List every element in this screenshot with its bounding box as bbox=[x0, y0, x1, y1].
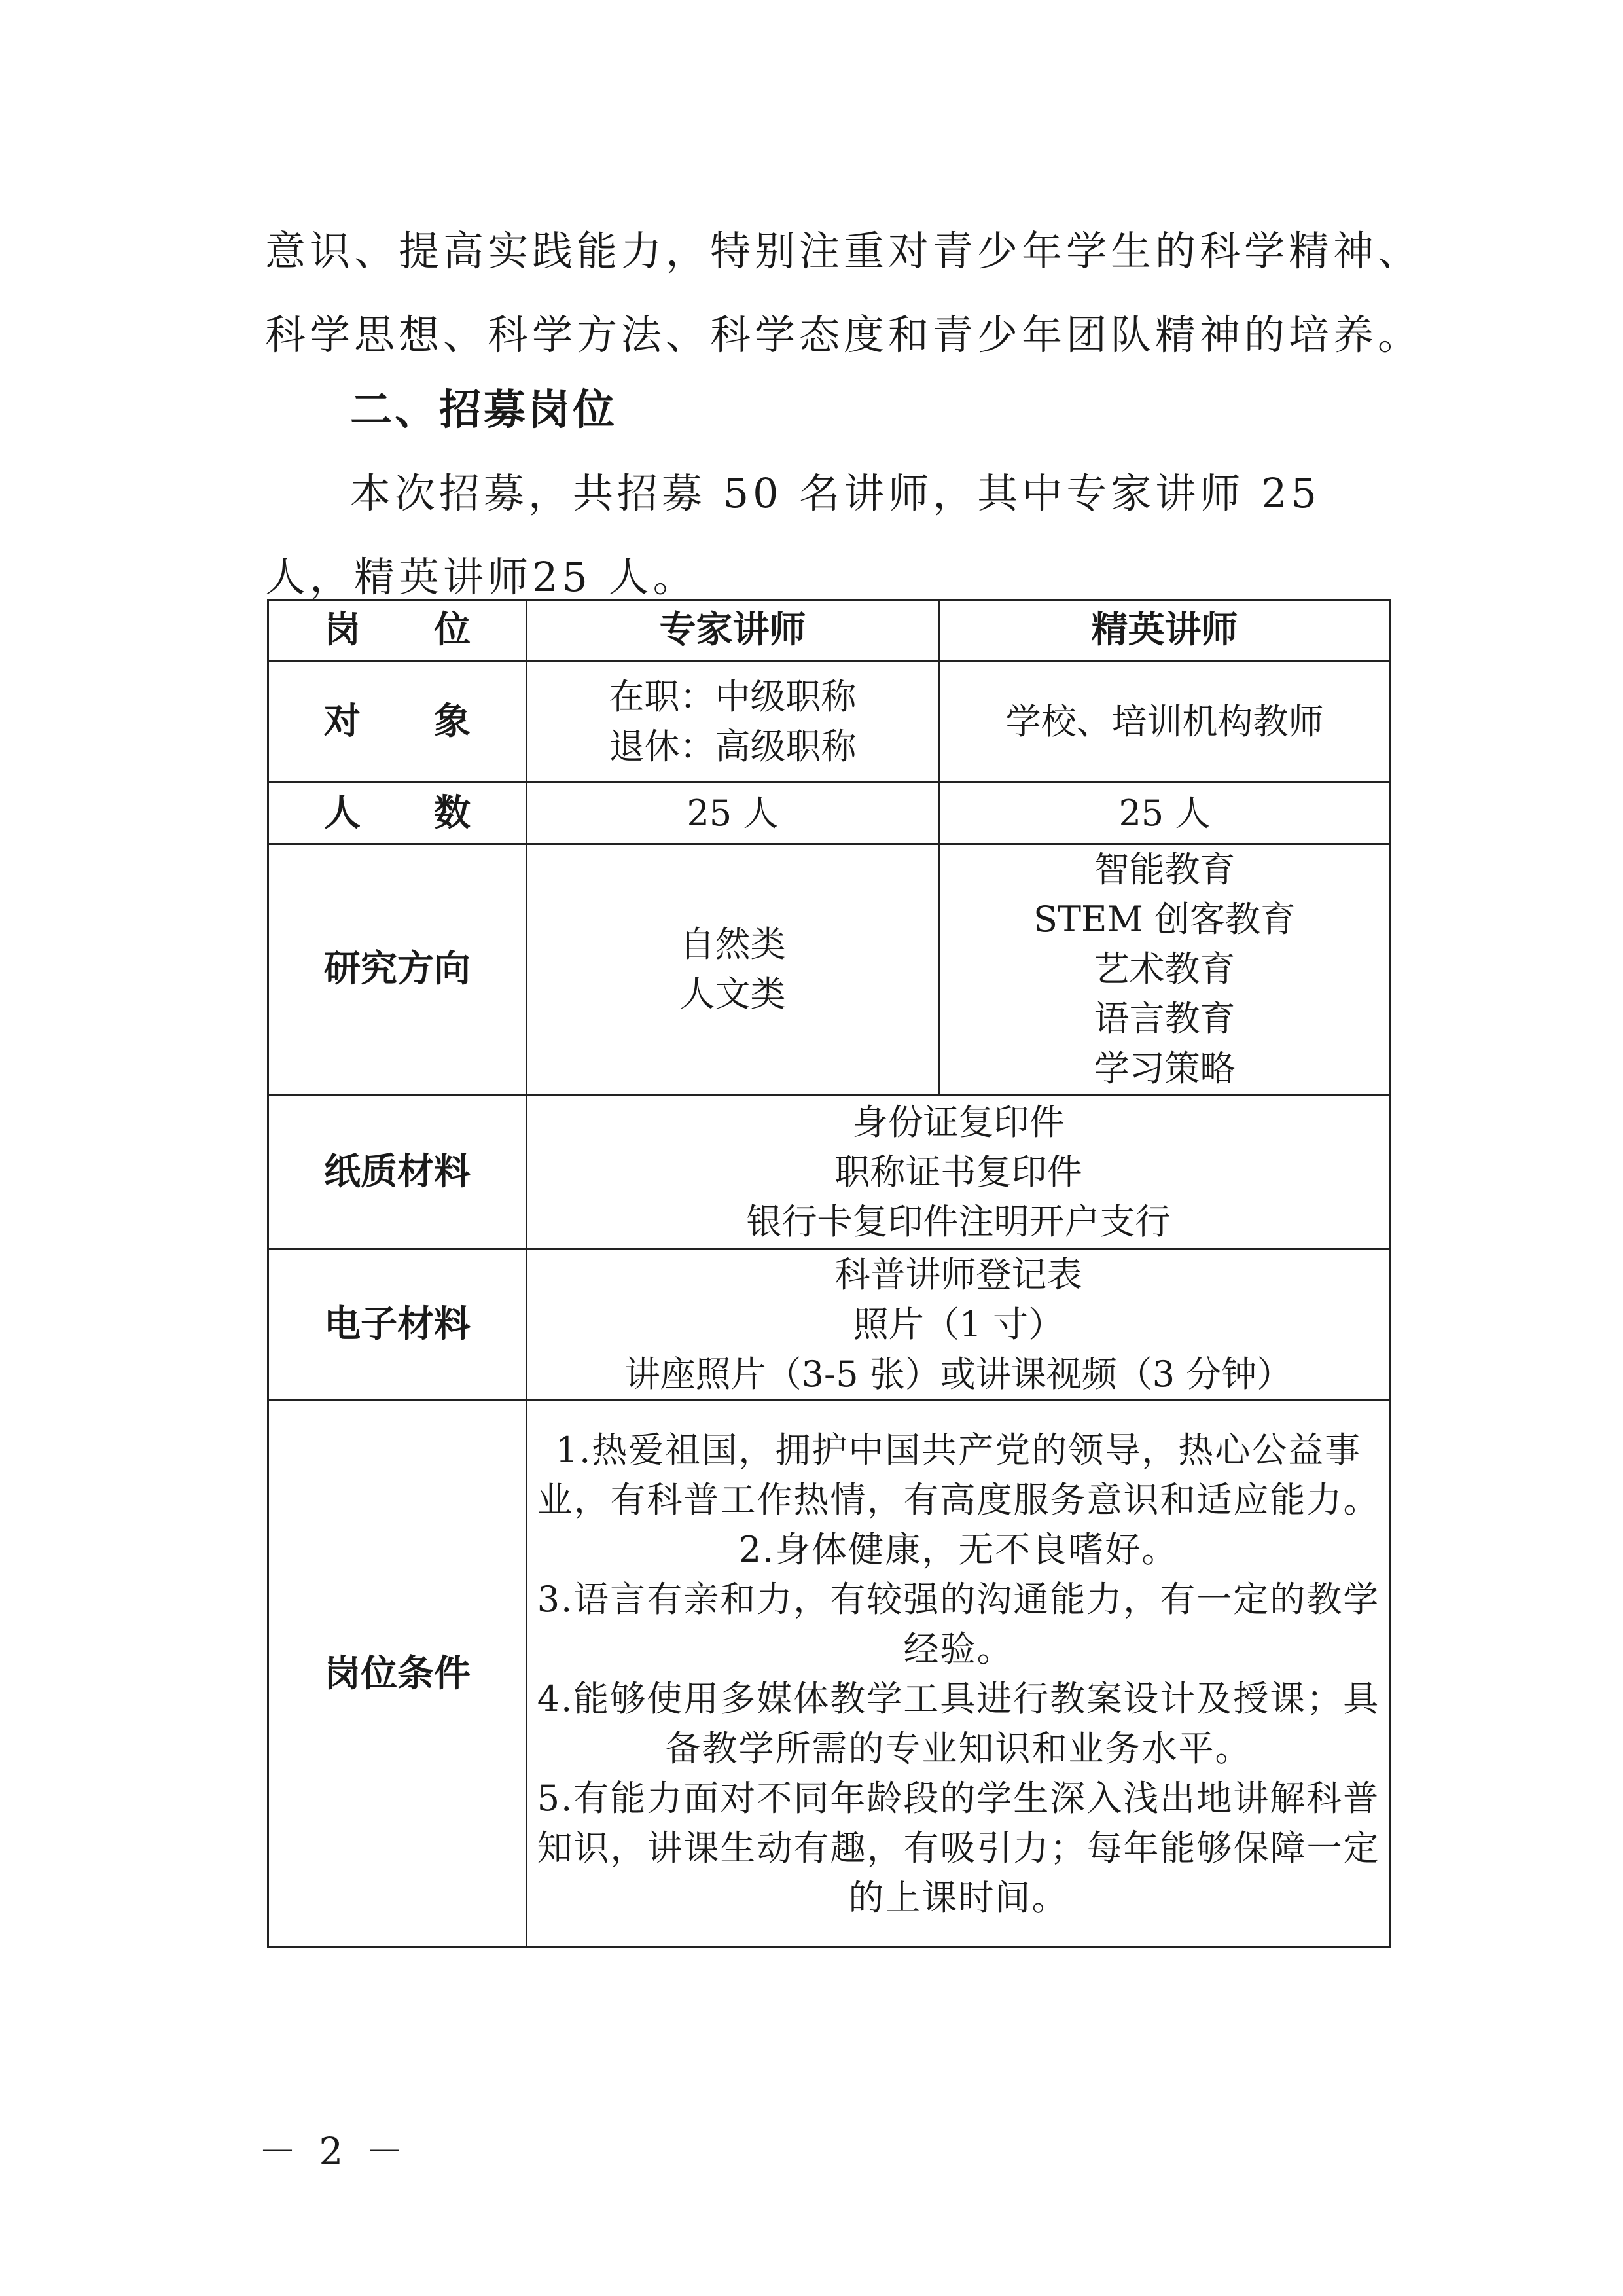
summary-paragraph: 本次招募，共招募 50 名讲师，其中专家讲师 25 人，精英讲师25 人。 bbox=[265, 469, 1321, 601]
table-row-research bbox=[268, 844, 1391, 1095]
research-expert-line: 自然类 bbox=[679, 924, 786, 965]
electronic-materials-list bbox=[527, 1249, 1391, 1401]
electronic-material-item: 讲座照片（3-5 张）或讲课视频（3 分钟） bbox=[624, 1354, 1293, 1395]
target-expert-line: 在职：中级职称 bbox=[609, 675, 857, 717]
research-elite-line: 智能教育 bbox=[1094, 849, 1236, 890]
research-elite-line: 学习策略 bbox=[1094, 1048, 1236, 1089]
table-row-header bbox=[268, 600, 1391, 661]
conditions-list bbox=[527, 1401, 1391, 1948]
table-row-paper-materials bbox=[268, 1095, 1391, 1249]
table-row-target bbox=[268, 661, 1391, 783]
paper-materials-list bbox=[527, 1095, 1391, 1249]
paper-material-item: 身份证复印件 bbox=[852, 1101, 1065, 1143]
condition-item: 3.语言有亲和力，有较强的沟通能力，有一定的教学经验。 bbox=[537, 1578, 1380, 1670]
count-elite: 25 人 bbox=[939, 783, 1391, 844]
row-label-count: 人 数 bbox=[268, 783, 527, 844]
research-elite-line: STEM 创客教育 bbox=[1033, 899, 1296, 940]
table-row-count bbox=[268, 783, 1391, 844]
row-label-target: 对 象 bbox=[268, 661, 527, 783]
condition-item: 2.身体健康，无不良嗜好。 bbox=[738, 1528, 1179, 1570]
page-number: － 2 － bbox=[259, 2129, 409, 2174]
research-expert-line: 人文类 bbox=[679, 973, 786, 1014]
research-elite bbox=[939, 844, 1391, 1095]
target-expert-line: 退休：高级职称 bbox=[609, 725, 857, 767]
row-label-conditions: 岗位条件 bbox=[268, 1401, 527, 1948]
paper-material-item: 银行卡复印件注明开户支行 bbox=[746, 1200, 1171, 1242]
condition-item: 5.有能力面对不同年龄段的学生深入浅出地讲解科普知识，讲课生动有趣，有吸引力；每年能够保障一定的上课时间。 bbox=[537, 1777, 1380, 1918]
row-label-electronic-materials: 电子材料 bbox=[268, 1249, 527, 1401]
intro-paragraph: 意识、提高实践能力，特别注重对青少年学生的科学精神、科学思想、科学方法、科学态度和青少年团队精神的培养。 bbox=[265, 227, 1423, 359]
electronic-material-item: 科普讲师登记表 bbox=[834, 1254, 1082, 1295]
header-elite-lecturer: 精英讲师 bbox=[939, 600, 1391, 661]
electronic-material-item: 照片（1 寸） bbox=[853, 1304, 1064, 1345]
research-expert bbox=[527, 844, 939, 1095]
row-label-paper-materials: 纸质材料 bbox=[268, 1095, 527, 1249]
count-expert: 25 人 bbox=[527, 783, 939, 844]
paper-material-item: 职称证书复印件 bbox=[834, 1151, 1082, 1193]
research-elite-line: 语言教育 bbox=[1094, 998, 1236, 1039]
table-row-conditions bbox=[268, 1401, 1391, 1948]
section-heading: 二、招募岗位 bbox=[350, 386, 617, 435]
header-expert-lecturer: 专家讲师 bbox=[527, 600, 939, 661]
research-elite-line: 艺术教育 bbox=[1094, 948, 1236, 990]
condition-item: 1.热爱祖国，拥护中国共产党的领导，热心公益事业，有科普工作热情，有高度服务意识和适应能力。 bbox=[537, 1429, 1380, 1520]
row-label-position: 岗 位 bbox=[268, 600, 527, 661]
recruitment-table bbox=[267, 599, 1391, 1948]
target-expert bbox=[527, 661, 939, 783]
table-row-electronic-materials bbox=[268, 1249, 1391, 1401]
row-label-research: 研究方向 bbox=[268, 844, 527, 1095]
condition-item: 4.能够使用多媒体教学工具进行教案设计及授课；具备教学所需的专业知识和业务水平。 bbox=[537, 1677, 1380, 1769]
target-elite: 学校、培训机构教师 bbox=[939, 661, 1391, 783]
